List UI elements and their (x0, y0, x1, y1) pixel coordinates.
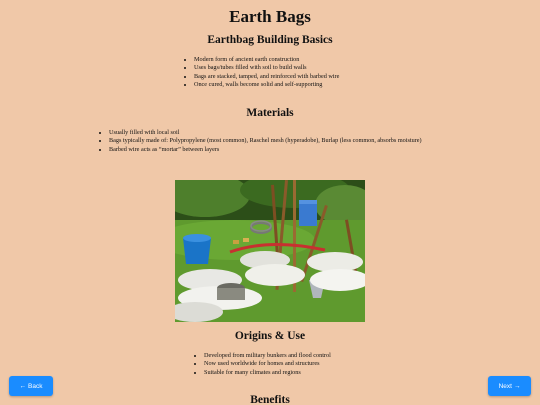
list-item: • Bags typically made of: Polypropylene (most common), Raschel mesh (hyperadobe), Burlap (less common, absorbs moisture) (109, 137, 441, 145)
back-button-label: Back (28, 382, 43, 390)
section-heading-origins: Origins & Use (234, 330, 306, 342)
list-item: • Modern form of ancient earth construction (194, 56, 386, 64)
arrow-right-icon: → (513, 382, 521, 390)
list-item: • Uses bags/tubes filled with soil to build walls (194, 64, 386, 72)
back-button[interactable] (9, 376, 53, 396)
materials-list (101, 129, 441, 154)
list-item: • Barbed wire acts as “mortar” between layers (109, 146, 441, 154)
section-heading-benefits: Benefits (250, 394, 290, 405)
list-item: • Bags are stacked, tamped, and reinforced with barbed wire (194, 73, 386, 81)
list-item: • Developed from military bunkers and flood control (204, 352, 376, 360)
arrow-left-icon: ← (19, 382, 27, 390)
list-item: • Now used worldwide for homes and structures (204, 360, 376, 368)
list-item: • Suitable for many climates and regions (204, 369, 376, 377)
list-item: • Once cured, walls become solid and self-supporting (194, 81, 386, 89)
next-button[interactable] (488, 376, 531, 396)
origins-list (196, 352, 376, 377)
section-heading-basics: Earthbag Building Basics (207, 34, 333, 46)
list-item: • Usually filled with local soil (109, 129, 441, 137)
basics-list (186, 56, 386, 90)
section-heading-materials: Materials (246, 107, 294, 119)
earthbag-construction-photo (175, 180, 365, 322)
next-button-label: Next (498, 382, 512, 390)
page-title: Earth Bags (229, 7, 311, 26)
